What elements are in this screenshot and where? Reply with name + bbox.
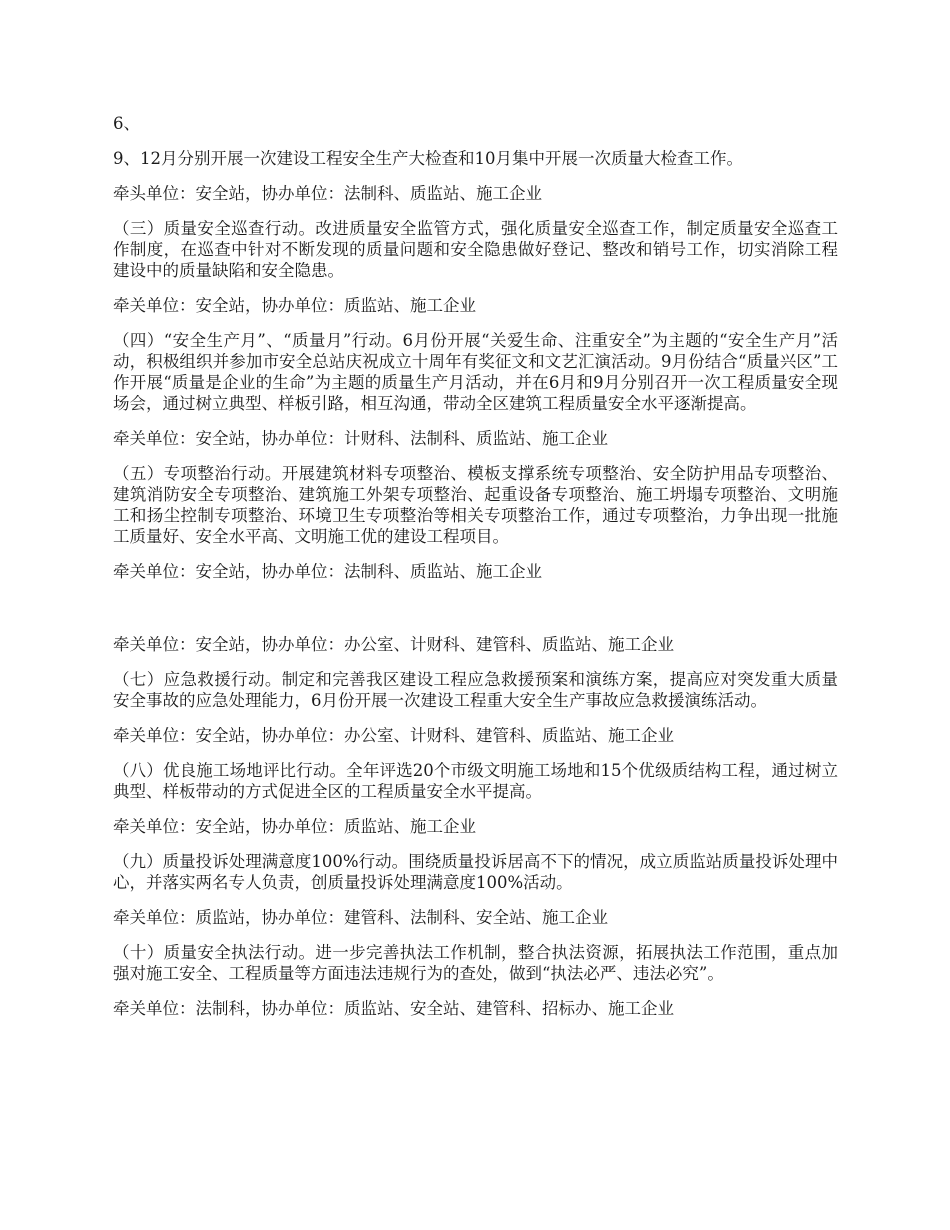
paragraph-item-number: 6、 — [113, 114, 140, 133]
document-page — [113, 113, 838, 1033]
paragraph-responsible-units: 牵关单位：安全站，协办单位：法制科、质监站、施工企业 — [113, 562, 542, 581]
paragraph-section-9: （九）质量投诉处理满意度100%行动。围绕质量投诉居高不下的情况，成立质监站质量投诉处理中心，并落实两名专人负责，创质量投诉处理满意度100%活动。 — [113, 852, 838, 892]
paragraph-section-10: （十）质量安全执法行动。进一步完善执法工作机制，整合执法资源，拓展执法工作范围，重点加强对施工安全、工程质量等方面违法违规行为的查处，做到“执法必严、违法必究”。 — [113, 943, 838, 983]
paragraph-section-5: （五）专项整治行动。开展建筑材料专项整治、模板支撑系统专项整治、安全防护用品专项整治、建筑消防安全专项整治、建筑施工外架专项整治、起重设备专项整治、施工坍塌专项整治、文明施工和扬尘控制专项整治、环境卫生专项整治等相关专项整治工作，通过专项整治，力争出现一批施工质量好、安全水平高、文明施工优的建设工程项目。 — [113, 464, 838, 546]
paragraph-responsible-units: 牵关单位：安全站，协办单位：质监站、施工企业 — [113, 296, 476, 315]
paragraph-inspection-schedule: 9、12月分别开展一次建设工程安全生产大检查和10月集中开展一次质量大检查工作。 — [113, 149, 743, 168]
paragraph-section-7: （七）应急救援行动。制定和完善我区建设工程应急救援预案和演练方案，提高应对突发重大质量安全事故的应急处理能力，6月份开展一次建设工程重大安全生产事故应急救援演练活动。 — [113, 670, 838, 710]
paragraph-responsible-units: 牵关单位：法制科，协办单位：质监站、安全站、建管科、招标办、施工企业 — [113, 999, 674, 1018]
paragraph-responsible-units: 牵关单位：质监站，协办单位：建管科、法制科、安全站、施工企业 — [113, 908, 608, 927]
paragraph-section-4: （四）“安全生产月”、“质量月”行动。6月份开展“关爱生命、注重安全”为主题的“安全生产月”活动，积极组织并参加市安全总站庆祝成立十周年有奖征文和文艺汇演活动。9月份结合“质量兴区”工作开展“质量是企业的生命”为主题的质量生产月活动，并在6月和9月分别召开一次工程质量安全现场会，通过树立典型、样板引路，相互沟通，带动全区建筑工程质量安全水平逐渐提高。 — [113, 331, 838, 413]
paragraph-responsible-units: 牵头单位：安全站，协办单位：法制科、质监站、施工企业 — [113, 184, 542, 203]
paragraph-responsible-units: 牵关单位：安全站，协办单位：办公室、计财科、建管科、质监站、施工企业 — [113, 635, 674, 654]
paragraph-responsible-units: 牵关单位：安全站，协办单位：计财科、法制科、质监站、施工企业 — [113, 429, 608, 448]
paragraph-section-8: （八）优良施工场地评比行动。全年评选20个市级文明施工场地和15个优级质结构工程，通过树立典型、样板带动的方式促进全区的工程质量安全水平提高。 — [113, 761, 838, 801]
blank-gap — [113, 596, 838, 634]
paragraph-responsible-units: 牵关单位：安全站，协办单位：办公室、计财科、建管科、质监站、施工企业 — [113, 726, 674, 745]
paragraph-responsible-units: 牵关单位：安全站，协办单位：质监站、施工企业 — [113, 817, 476, 836]
paragraph-section-3: （三）质量安全巡查行动。改进质量安全监管方式，强化质量安全巡查工作，制定质量安全巡查工作制度，在巡查中针对不断发现的质量问题和安全隐患做好登记、整改和销号工作，切实消除工程建设中的质量缺陷和安全隐患。 — [113, 219, 838, 280]
